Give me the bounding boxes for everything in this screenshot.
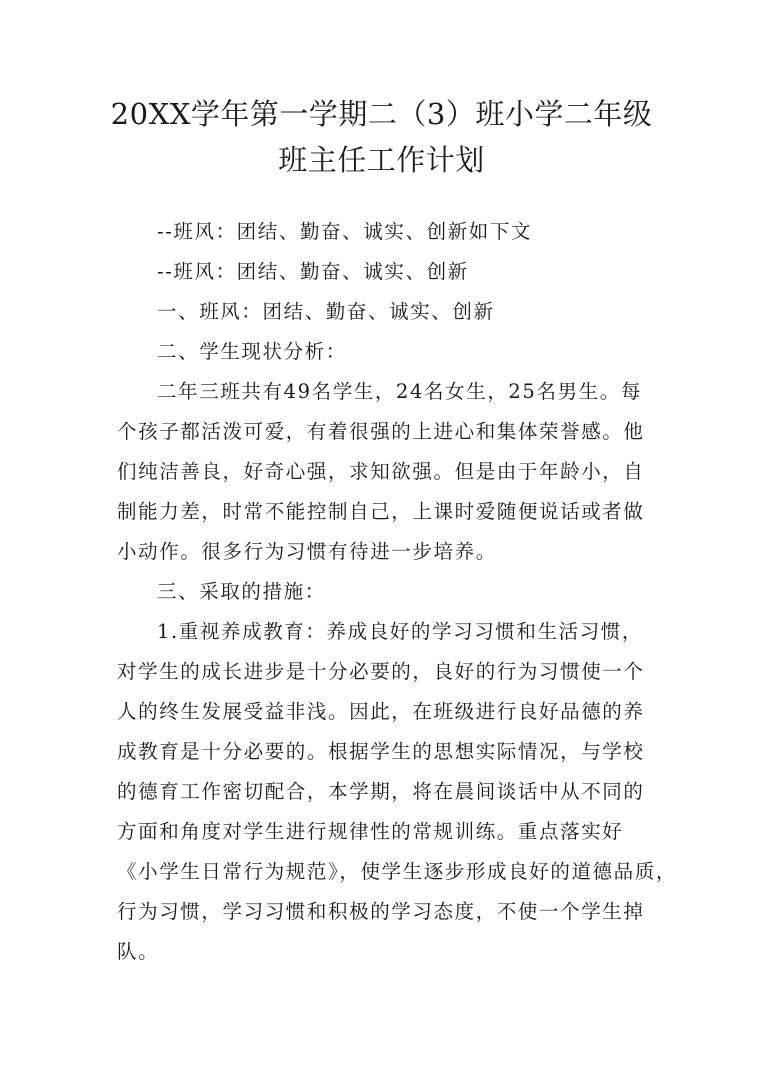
section-heading: 二、学生现状分析： [157, 340, 347, 363]
document-title-line-1: 20XX学年第一学期二（3）班小学二年级 [110, 97, 653, 131]
paragraph-line: 们纯洁善良，好奇心强，求知欲强。但是由于年龄小，自 [117, 460, 645, 483]
paragraph-line: 行为习惯，学习习惯和积极的学习态度，不使一个学生掉 [117, 900, 645, 923]
paragraph-line: 个孩子都活泼可爱，有着很强的上进心和集体荣誉感。他 [117, 420, 645, 443]
paragraph-line: --班风：团结、勤奋、诚实、创新 [157, 260, 469, 283]
paragraph-line: 方面和角度对学生进行规律性的常规训练。重点落实好 [117, 820, 624, 843]
document-body [117, 212, 677, 972]
paragraph-line: 《小学生日常行为规范》，使学生逐步形成良好的道德品质， [117, 860, 677, 883]
section-heading: 一、班风：团结、勤奋、诚实、创新 [157, 300, 495, 323]
section-heading: 三、采取的措施： [157, 580, 326, 603]
paragraph-line: 二年三班共有49名学生，24名女生，25名男生。每 [157, 380, 642, 403]
paragraph-line: 队。 [117, 940, 160, 963]
paragraph-line: 对学生的成长进步是十分必要的，良好的行为习惯使一个 [117, 660, 645, 683]
paragraph-line: --班风：团结、勤奋、诚实、创新如下文 [157, 220, 533, 243]
paragraph-line: 成教育是十分必要的。根据学生的思想实际情况，与学校 [117, 740, 645, 763]
paragraph-line: 小动作。很多行为习惯有待进一步培养。 [117, 540, 497, 563]
paragraph-line: 1.重视养成教育：养成良好的学习习惯和生活习惯， [157, 620, 644, 643]
paragraph-line: 人的终生发展受益非浅。因此，在班级进行良好品德的养 [117, 700, 645, 723]
paragraph-line: 制能力差，时常不能控制自己，上课时爱随便说话或者做 [117, 500, 645, 523]
document-title-line-2: 班主任工作计划 [278, 143, 485, 177]
paragraph-line: 的德育工作密切配合，本学期，将在晨间谈话中从不同的 [117, 780, 645, 803]
